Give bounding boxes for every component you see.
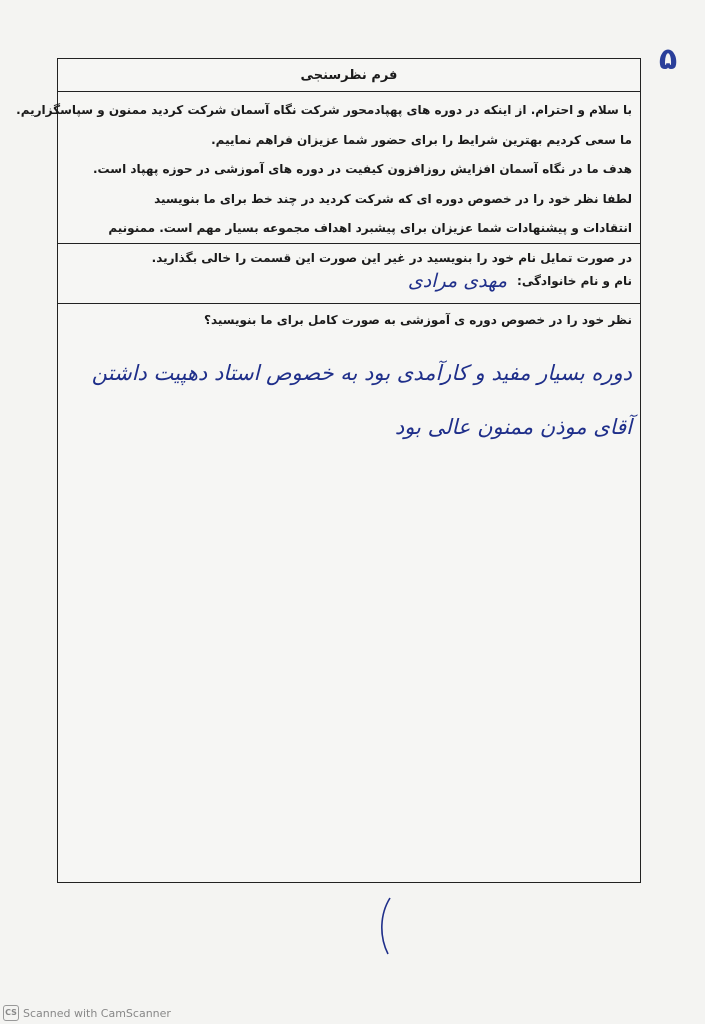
pen-mark-icon [376, 896, 396, 956]
camscanner-logo-icon: CS [3, 1005, 19, 1021]
footer-text: Scanned with CamScanner [23, 1006, 171, 1020]
intro-line: با سلام و احترام. از اینکه در دوره های پهپادمحور شرکت نگاه آسمان شرکت کردید ممنون و سپاسگزاریم. [16, 103, 632, 117]
name-instruction: در صورت تمایل نام خود را بنویسید در غیر این صورت این قسمت را خالی بگذارید. [151, 251, 632, 265]
opinion-section [58, 304, 640, 883]
opinion-question: نظر خود را در خصوص دوره ی آموزشی به صورت کامل برای ما بنویسید؟ [204, 313, 632, 327]
name-handwritten-value[interactable]: مهدی مرادی [407, 270, 508, 292]
intro-line: هدف ما در نگاه آسمان افزایش روزافزون کیفیت در دوره های آموزشی در حوزه پهپاد است. [93, 162, 632, 176]
intro-line: لطفا نظر خود را در خصوص دوره ای که شرکت کردید در چند خط برای ما بنویسید [154, 191, 632, 206]
intro-line: ما سعی کردیم بهترین شرایط را برای حضور شما عزیزان فراهم نماییم. [211, 132, 632, 147]
answer-line[interactable]: آقای موذن ممنون عالی بود [394, 415, 632, 439]
intro-section [16, 92, 640, 244]
answer-line[interactable]: دوره بسیار مفید و کارآمدی بود به خصوص استاد دهپیت داشتن [91, 361, 632, 385]
intro-line: انتقادات و پیشنهادات شما عزیزان برای پیشبرد اهداف مجموعه بسیار مهم است. ممنونیم [108, 221, 632, 235]
name-row [66, 270, 632, 292]
form-title: فرم نظرسنجی [58, 59, 640, 92]
name-section [58, 244, 640, 304]
name-label: نام و نام خانوادگی: [517, 274, 632, 288]
survey-form [16, 58, 641, 883]
page-number: ۵ [658, 42, 678, 77]
scanner-footer [0, 1002, 171, 1024]
